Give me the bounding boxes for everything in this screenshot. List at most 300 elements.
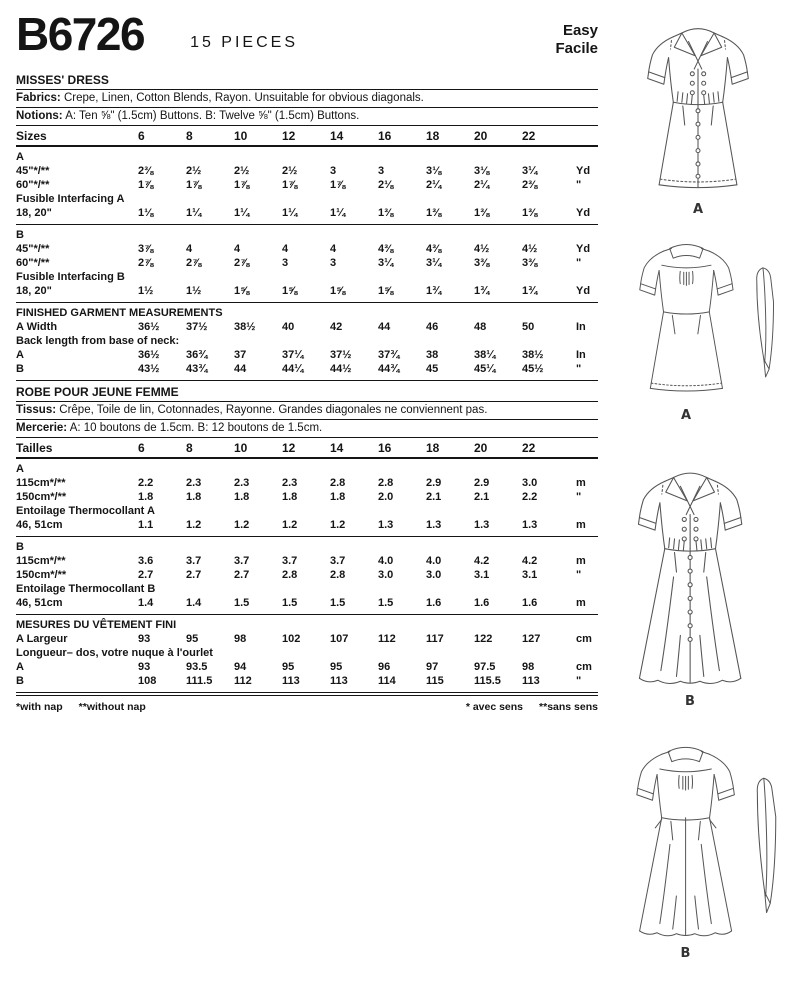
table-header-row	[16, 439, 598, 459]
value-cell: 93	[138, 661, 151, 673]
value-cell: 3.0	[522, 477, 538, 489]
row-label: 46, 51cm	[16, 597, 63, 609]
value-cell: 2.7	[234, 569, 250, 581]
row-label: A	[16, 349, 24, 361]
value-cell: 122	[474, 633, 493, 645]
table-data-row	[16, 164, 598, 178]
size-column-header: 10	[234, 129, 248, 143]
value-cell: 1.5	[378, 597, 394, 609]
value-cell: 4½	[474, 243, 490, 255]
unit-cell: "	[576, 491, 582, 503]
table-data-row	[16, 320, 598, 334]
unit-cell: m	[576, 555, 586, 567]
figure-caption: A	[680, 408, 692, 423]
figure-caption: A	[692, 202, 704, 217]
unit-cell: Yd	[576, 285, 591, 297]
difficulty-en: Easy	[562, 22, 598, 39]
unit-cell: m	[576, 519, 586, 531]
value-cell: 117	[426, 633, 444, 645]
tissus-label: Tissus:	[16, 404, 57, 416]
value-cell: 3.7	[330, 555, 346, 567]
value-cell: 4.0	[378, 555, 394, 567]
value-cell: 43½	[138, 363, 160, 375]
unit-cell: cm	[576, 633, 592, 645]
value-cell: 45½	[522, 363, 544, 375]
value-cell: 115	[426, 675, 444, 687]
value-cell: 93	[138, 633, 151, 645]
value-cell: 36¾	[186, 349, 208, 361]
value-cell: 1⅜	[426, 207, 442, 219]
value-cell: 1¼	[282, 207, 298, 219]
table-data-row	[16, 518, 598, 537]
row-label: 18, 20"	[16, 285, 52, 297]
value-cell: 1½	[138, 285, 154, 297]
value-cell: 1¾	[522, 285, 538, 297]
table-section-row	[16, 306, 598, 320]
size-column-header: 8	[186, 129, 193, 143]
size-column-header: 20	[474, 441, 488, 455]
value-cell: 37¾	[378, 349, 400, 361]
value-cell: 4⅜	[378, 243, 394, 255]
value-cell: 4.2	[522, 555, 538, 567]
dress-a-front-illustration	[622, 14, 774, 200]
size-column-header: 18	[426, 129, 440, 143]
size-column-header: 22	[522, 441, 536, 455]
size-column-header: 22	[522, 129, 536, 143]
section-label: B	[16, 229, 24, 241]
value-cell: 98	[522, 661, 535, 673]
value-cell: 1.2	[330, 519, 346, 531]
size-column-header: 12	[282, 129, 296, 143]
value-cell: 3.0	[426, 569, 442, 581]
value-cell: 2⅜	[138, 165, 154, 177]
with-nap-note: *with nap	[16, 701, 63, 713]
value-cell: 3	[330, 257, 337, 269]
unit-cell: Yd	[576, 207, 591, 219]
value-cell: 95	[282, 661, 295, 673]
value-cell: 2.8	[330, 477, 346, 489]
value-cell: 1.3	[378, 519, 394, 531]
value-cell: 1.3	[474, 519, 490, 531]
table-section-row	[16, 504, 598, 518]
value-cell: 3.7	[186, 555, 202, 567]
value-cell: 2⅛	[378, 179, 394, 191]
tissus-text: Crêpe, Toile de lin, Cotonnades, Rayonne. Grandes diagonales ne conviennent pas.	[59, 404, 488, 416]
unit-cell: m	[576, 477, 586, 489]
size-column-header: 16	[378, 129, 392, 143]
value-cell: 48	[474, 321, 487, 333]
value-cell: 44	[234, 363, 247, 375]
size-column-header: 6	[138, 129, 145, 143]
value-cell: 102	[282, 633, 301, 645]
avec-sens-note: * avec sens	[465, 701, 524, 713]
table-data-row	[16, 632, 598, 646]
size-table-title: Sizes	[16, 129, 47, 143]
value-cell: 4.2	[474, 555, 490, 567]
value-cell: 2⅜	[522, 179, 538, 191]
value-cell: 2½	[282, 165, 298, 177]
figure-dress-b-front	[612, 458, 778, 709]
tissus-line	[16, 402, 598, 420]
difficulty-label	[555, 22, 598, 58]
value-cell: 43¾	[186, 363, 208, 375]
value-cell: 1.1	[138, 519, 154, 531]
value-cell: 38½	[234, 321, 256, 333]
value-cell: 50	[522, 321, 535, 333]
value-cell: 1½	[186, 285, 202, 297]
value-cell: 44¾	[378, 363, 400, 375]
value-cell: 98	[234, 633, 247, 645]
value-cell: 1.6	[522, 597, 538, 609]
unit-cell: "	[576, 569, 582, 581]
value-cell: 1¾	[426, 285, 442, 297]
value-cell: 46	[426, 321, 439, 333]
value-cell: 1⅜	[522, 207, 538, 219]
row-label: 150cm*/**	[16, 491, 67, 503]
value-cell: 112	[378, 633, 396, 645]
value-cell: 1.5	[282, 597, 298, 609]
figure-dress-b-back	[612, 732, 796, 961]
value-cell: 40	[282, 321, 295, 333]
french-size-table	[16, 439, 598, 696]
section-label: A	[16, 463, 24, 475]
size-table-title: Tailles	[16, 441, 53, 455]
value-cell: 113	[330, 675, 348, 687]
table-data-row	[16, 284, 598, 303]
unit-cell: "	[576, 363, 582, 375]
row-label: 45"*/**	[16, 243, 50, 255]
table-data-row	[16, 660, 598, 674]
unit-cell: Yd	[576, 165, 591, 177]
value-cell: 4	[282, 243, 289, 255]
value-cell: 1.6	[474, 597, 490, 609]
value-cell: 1¼	[186, 207, 202, 219]
value-cell: 37½	[330, 349, 352, 361]
figure-dress-a-front	[622, 14, 774, 217]
section-label: Back length from base of neck:	[16, 335, 180, 347]
value-cell: 1⅞	[282, 179, 298, 191]
size-column-header: 20	[474, 129, 488, 143]
value-cell: 115.5	[474, 675, 501, 687]
dress-b-back-illustration	[612, 732, 796, 944]
row-label: 115cm*/**	[16, 477, 66, 489]
dress-b-front-illustration	[612, 458, 778, 692]
unit-cell: cm	[576, 661, 592, 673]
sans-sens-note: **sans sens	[539, 701, 598, 713]
value-cell: 44	[378, 321, 391, 333]
table-section-row	[16, 270, 598, 284]
value-cell: 2.3	[282, 477, 298, 489]
value-cell: 93.5	[186, 661, 208, 673]
pattern-number: B6726	[16, 8, 145, 60]
row-label: 150cm*/**	[16, 569, 67, 581]
value-cell: 1.8	[186, 491, 202, 503]
fabrics-line	[16, 90, 598, 108]
value-cell: 1.5	[330, 597, 346, 609]
value-cell: 107	[330, 633, 349, 645]
value-cell: 44½	[330, 363, 352, 375]
section-label: Fusible Interfacing A	[16, 193, 125, 205]
notions-label: Notions:	[16, 110, 63, 122]
value-cell: 1.8	[234, 491, 250, 503]
value-cell: 38½	[522, 349, 544, 361]
row-label: 60"*/**	[16, 179, 50, 191]
value-cell: 4	[186, 243, 193, 255]
value-cell: 2⅞	[234, 257, 250, 269]
value-cell: 36½	[138, 349, 160, 361]
unit-cell: "	[576, 179, 582, 191]
value-cell: 36½	[138, 321, 160, 333]
value-cell: 94	[234, 661, 247, 673]
row-label: A	[16, 661, 24, 673]
table-data-row	[16, 674, 598, 696]
row-label: B	[16, 675, 24, 687]
table-data-row	[16, 596, 598, 615]
table-section-row	[16, 646, 598, 660]
value-cell: 2.0	[378, 491, 394, 503]
value-cell: 1⅞	[186, 179, 202, 191]
value-cell: 2½	[234, 165, 250, 177]
value-cell: 2.9	[474, 477, 490, 489]
pieces-count: 15 PIECES	[190, 34, 298, 51]
table-header-row	[16, 127, 598, 147]
value-cell: 2.7	[138, 569, 154, 581]
header	[16, 8, 598, 72]
value-cell: 3	[378, 165, 385, 177]
value-cell: 111.5	[186, 675, 213, 687]
row-label: 60"*/**	[16, 257, 50, 269]
value-cell: 45¼	[474, 363, 496, 375]
value-cell: 2.2	[522, 491, 538, 503]
value-cell: 3¼	[378, 257, 394, 269]
figure-dress-a-back	[616, 230, 792, 423]
figure-caption: B	[680, 946, 691, 961]
value-cell: 1⅞	[234, 179, 250, 191]
value-cell: 127	[522, 633, 541, 645]
value-cell: 3⅜	[522, 257, 538, 269]
value-cell: 3⅜	[474, 257, 490, 269]
value-cell: 112	[234, 675, 252, 687]
table-section-row	[16, 540, 598, 554]
table-data-row	[16, 348, 598, 362]
row-label: 18, 20"	[16, 207, 52, 219]
value-cell: 1⅜	[378, 207, 394, 219]
unit-cell: In	[576, 321, 586, 333]
unit-cell: In	[576, 349, 586, 361]
value-cell: 1.8	[282, 491, 298, 503]
value-cell: 1.2	[282, 519, 298, 531]
unit-cell: "	[576, 257, 582, 269]
table-data-row	[16, 206, 598, 225]
size-column-header: 18	[426, 441, 440, 455]
value-cell: 1.3	[426, 519, 442, 531]
table-section-row	[16, 618, 598, 632]
footnotes	[16, 701, 598, 713]
value-cell: 2.8	[378, 477, 394, 489]
value-cell: 1.4	[186, 597, 202, 609]
notions-text: A: Ten ⅝" (1.5cm) Buttons. B: Twelve ⅝" (1.5cm) Buttons.	[65, 110, 360, 122]
value-cell: 1⅜	[474, 207, 490, 219]
table-data-row	[16, 554, 598, 568]
value-cell: 97	[426, 661, 439, 673]
table-section-row	[16, 150, 598, 164]
value-cell: 1.8	[330, 491, 346, 503]
value-cell: 2.8	[282, 569, 298, 581]
value-cell: 4	[234, 243, 241, 255]
value-cell: 113	[522, 675, 540, 687]
table-data-row	[16, 178, 598, 192]
table-data-row	[16, 362, 598, 381]
french-title: ROBE POUR JEUNE FEMME	[16, 384, 598, 402]
unit-cell: m	[576, 597, 586, 609]
value-cell: 113	[282, 675, 300, 687]
value-cell: 45	[426, 363, 439, 375]
value-cell: 2.7	[186, 569, 202, 581]
value-cell: 1⅞	[138, 179, 154, 191]
value-cell: 1⅝	[378, 285, 394, 297]
size-column-header: 14	[330, 129, 344, 143]
value-cell: 3.1	[474, 569, 490, 581]
value-cell: 1.2	[186, 519, 202, 531]
unit-cell: Yd	[576, 243, 591, 255]
value-cell: 2¼	[426, 179, 442, 191]
value-cell: 3	[282, 257, 289, 269]
value-cell: 95	[330, 661, 343, 673]
row-label: 45"*/**	[16, 165, 50, 177]
table-data-row	[16, 568, 598, 582]
value-cell: 114	[378, 675, 396, 687]
footnote-english	[16, 701, 146, 713]
value-cell: 1⅝	[234, 285, 250, 297]
section-label: Entoilage Thermocollant B	[16, 583, 156, 595]
value-cell: 2.8	[330, 569, 346, 581]
section-label: A	[16, 151, 24, 163]
value-cell: 3⅞	[138, 243, 154, 255]
row-label: A Largeur	[16, 633, 68, 645]
fabrics-text: Crepe, Linen, Cotton Blends, Rayon. Unsuitable for obvious diagonals.	[63, 92, 424, 104]
section-label: Fusible Interfacing B	[16, 271, 125, 283]
row-label: 46, 51cm	[16, 519, 63, 531]
difficulty-fr: Facile	[555, 40, 598, 57]
size-column-header: 14	[330, 441, 344, 455]
footnote-french	[466, 701, 598, 713]
row-label: 115cm*/**	[16, 555, 66, 567]
value-cell: 3	[330, 165, 337, 177]
size-column-header: 10	[234, 441, 248, 455]
value-cell: 2.2	[138, 477, 154, 489]
value-cell: 4	[330, 243, 337, 255]
value-cell: 2½	[186, 165, 202, 177]
mercerie-text: A: 10 boutons de 1.5cm. B: 12 boutons de 1.5cm.	[69, 422, 323, 434]
without-nap-note: **without nap	[78, 701, 146, 713]
unit-cell: "	[576, 675, 582, 687]
value-cell: 1.8	[138, 491, 154, 503]
table-data-row	[16, 242, 598, 256]
size-column-header: 8	[186, 441, 193, 455]
value-cell: 3¼	[522, 165, 538, 177]
value-cell: 1¾	[474, 285, 490, 297]
mercerie-label: Mercerie:	[16, 422, 68, 434]
text-column	[16, 8, 598, 713]
value-cell: 1⅝	[282, 285, 298, 297]
value-cell: 1.6	[426, 597, 442, 609]
value-cell: 2⅞	[138, 257, 154, 269]
value-cell: 96	[378, 661, 391, 673]
size-column-header: 6	[138, 441, 145, 455]
value-cell: 1.5	[234, 597, 250, 609]
dress-a-back-illustration	[616, 230, 792, 406]
value-cell: 2.1	[426, 491, 442, 503]
table-data-row	[16, 256, 598, 270]
value-cell: 37	[234, 349, 247, 361]
english-title: MISSES' DRESS	[16, 72, 598, 90]
size-column-header: 12	[282, 441, 296, 455]
value-cell: 1.4	[138, 597, 154, 609]
value-cell: 1⅛	[138, 207, 154, 219]
value-cell: 2.1	[474, 491, 490, 503]
table-section-row	[16, 192, 598, 206]
value-cell: 44¼	[282, 363, 304, 375]
section-label: Longueur– dos, votre nuque à l'ourlet	[16, 647, 213, 659]
value-cell: 4.0	[426, 555, 442, 567]
value-cell: 3.1	[522, 569, 538, 581]
value-cell: 3⅛	[426, 165, 442, 177]
value-cell: 37¼	[282, 349, 304, 361]
table-section-row	[16, 462, 598, 476]
table-data-row	[16, 490, 598, 504]
table-section-row	[16, 228, 598, 242]
value-cell: 1⅞	[330, 179, 346, 191]
value-cell: 108	[138, 675, 157, 687]
value-cell: 1¼	[330, 207, 346, 219]
value-cell: 97.5	[474, 661, 496, 673]
value-cell: 1⅝	[330, 285, 346, 297]
value-cell: 38	[426, 349, 439, 361]
value-cell: 2¼	[474, 179, 490, 191]
value-cell: 2.3	[186, 477, 202, 489]
value-cell: 2.9	[426, 477, 442, 489]
value-cell: 3.7	[282, 555, 298, 567]
value-cell: 37½	[186, 321, 208, 333]
value-cell: 2⅞	[186, 257, 202, 269]
value-cell: 1.2	[234, 519, 250, 531]
value-cell: 1.3	[522, 519, 538, 531]
value-cell: 3.7	[234, 555, 250, 567]
value-cell: 3⅛	[474, 165, 490, 177]
section-label: B	[16, 541, 24, 553]
value-cell: 95	[186, 633, 199, 645]
row-label: A Width	[16, 321, 58, 333]
value-cell: 42	[330, 321, 343, 333]
figure-caption: B	[685, 694, 695, 709]
fabrics-label: Fabrics:	[16, 92, 61, 104]
section-label: FINISHED GARMENT MEASUREMENTS	[16, 307, 223, 319]
value-cell: 3.6	[138, 555, 154, 567]
value-cell: 4½	[522, 243, 538, 255]
english-size-table	[16, 127, 598, 381]
row-label: B	[16, 363, 24, 375]
table-section-row	[16, 582, 598, 596]
notions-line	[16, 108, 598, 126]
table-section-row	[16, 334, 598, 348]
value-cell: 2.3	[234, 477, 250, 489]
table-data-row	[16, 476, 598, 490]
size-column-header: 16	[378, 441, 392, 455]
section-label: MESURES DU VÊTEMENT FINI	[16, 619, 177, 631]
value-cell: 4⅜	[426, 243, 442, 255]
mercerie-line	[16, 420, 598, 438]
value-cell: 3.0	[378, 569, 394, 581]
